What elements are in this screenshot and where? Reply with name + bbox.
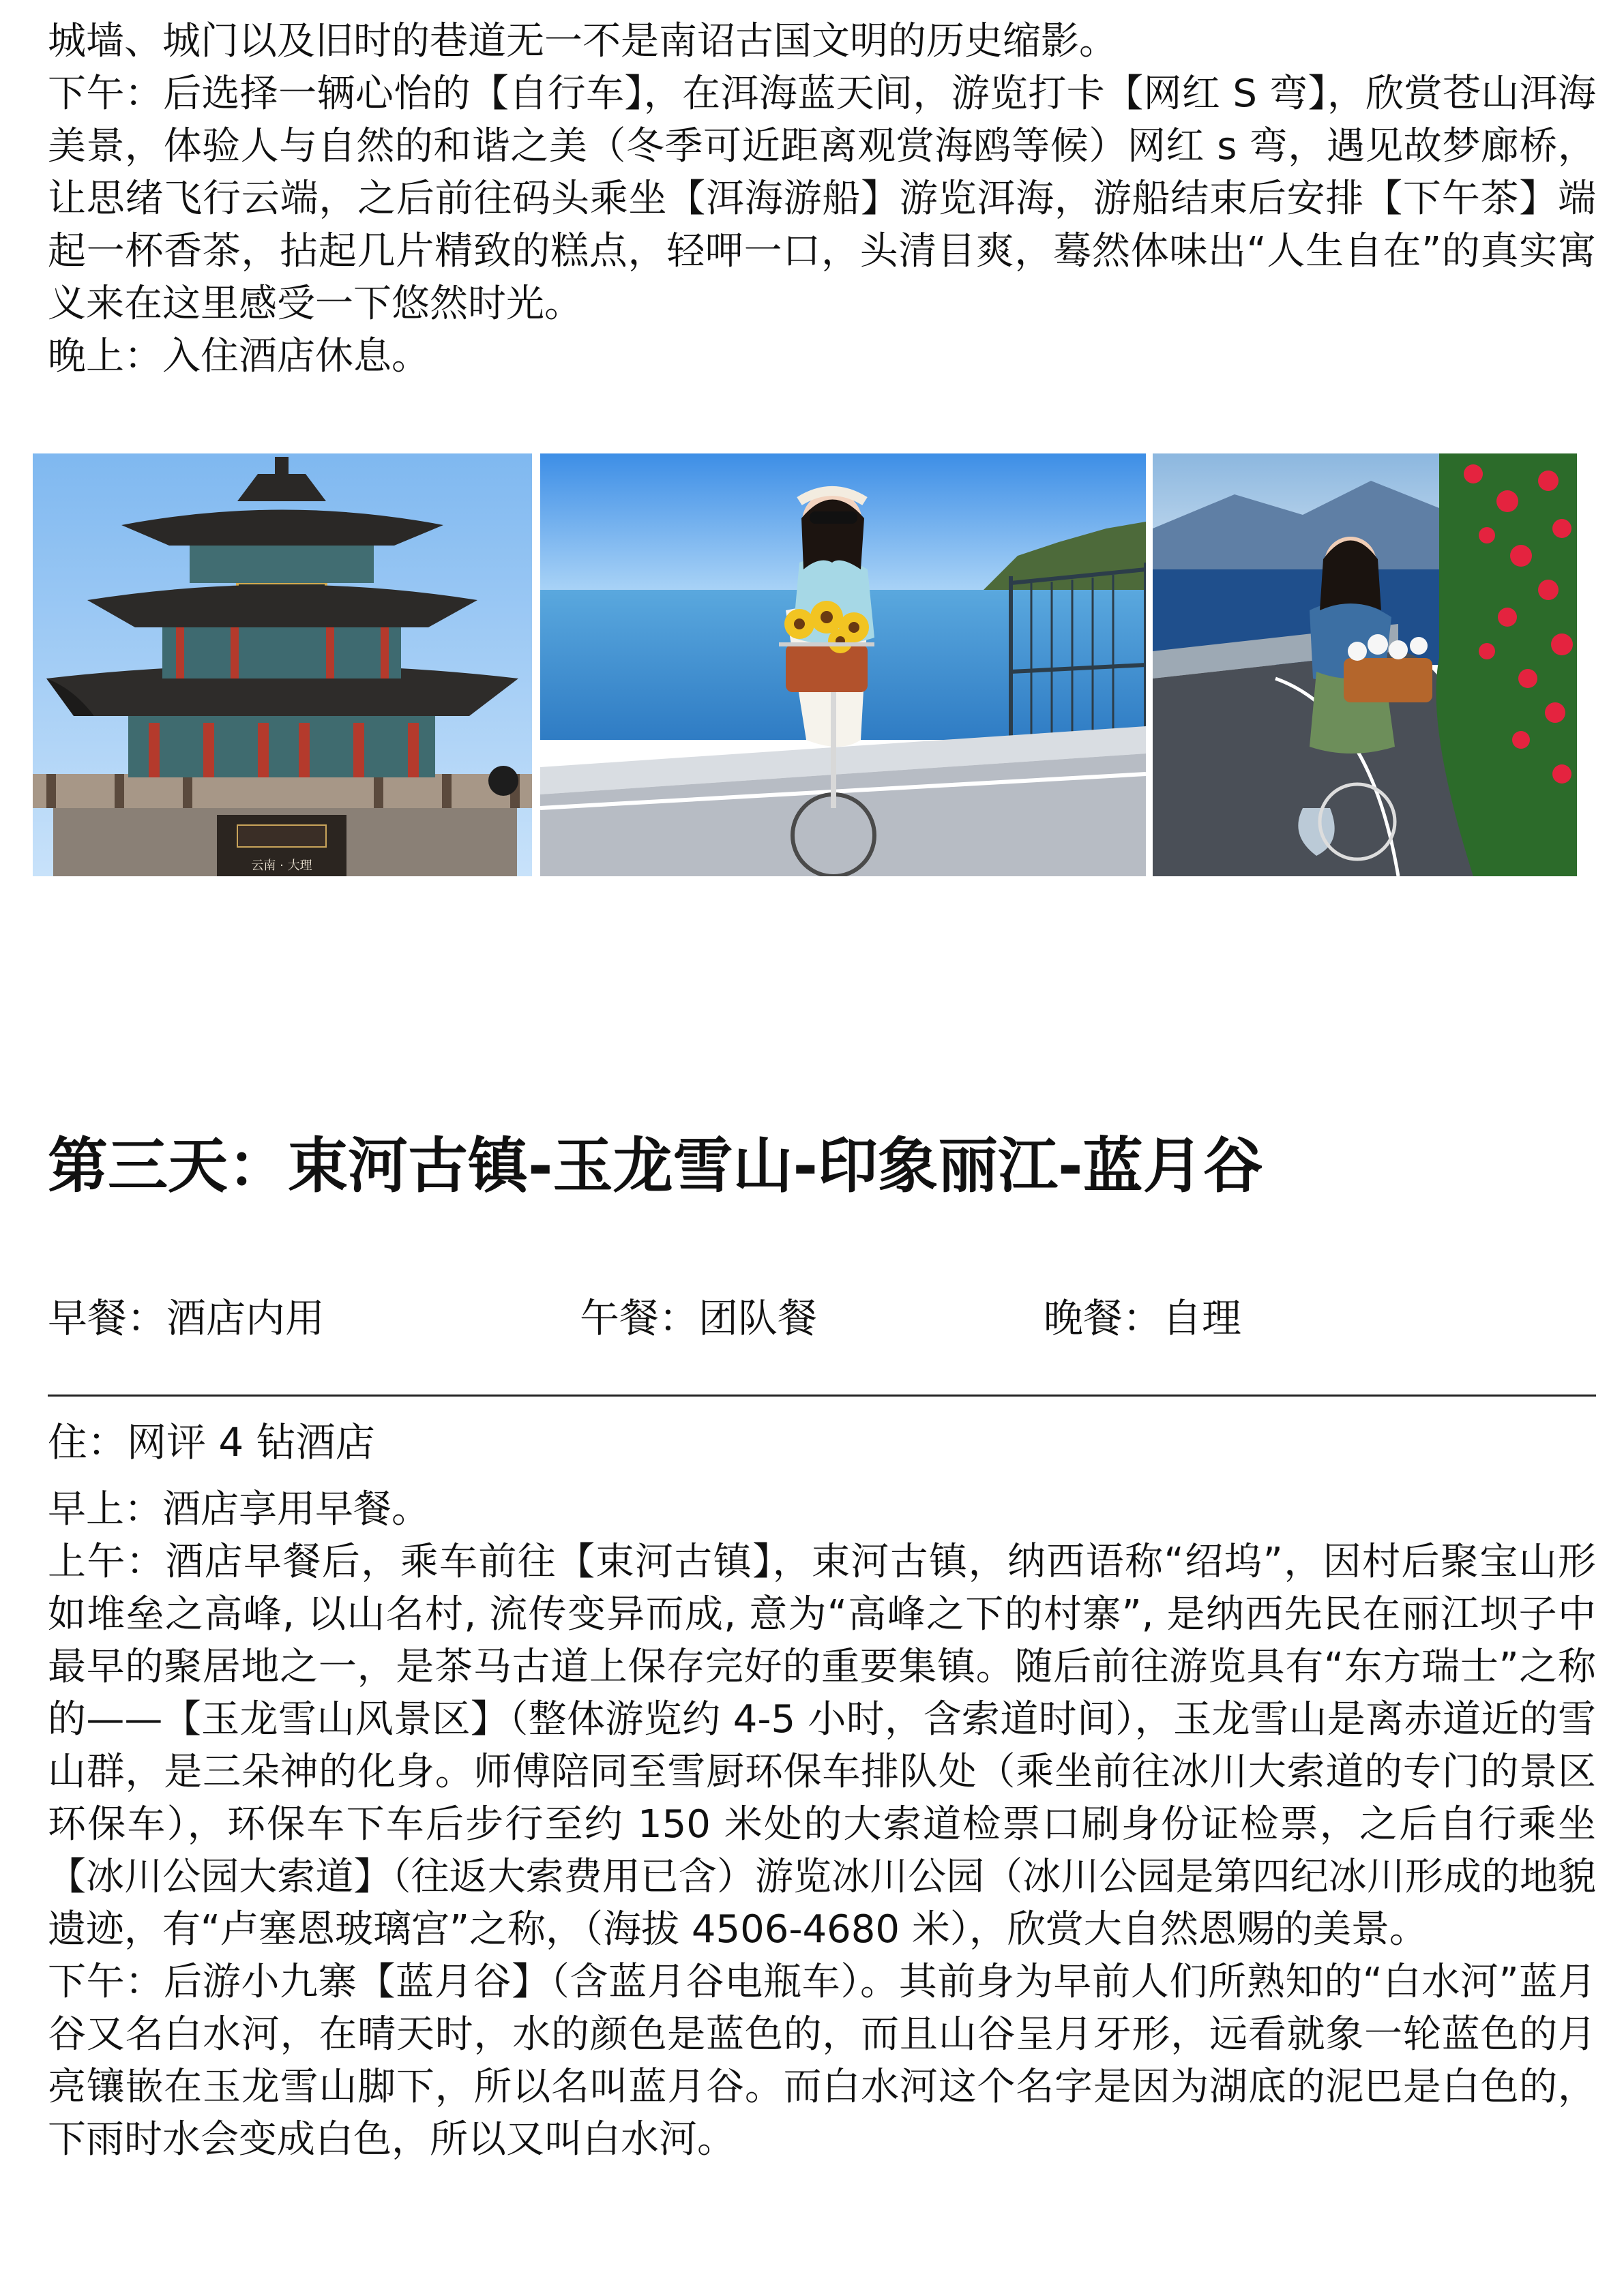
paragraph-afternoon: 下午：后选择一辆心怡的【自行车】，在洱海蓝天间，游览打卡【网红 S 弯】，欣赏苍山洱海美景，体验人与自然的和谐之美（冬季可近距离观赏海鸥等候）网红 s 弯，遇见故梦廊桥，让思绪飞行云端，之后前往码头乘坐【洱海游船】游览洱海，游船结束后安排【下午茶】端起一杯香茶，拈起几片精致的糕点，轻呷一口，头清目爽，蓦然体味出“人生自在”的真实寓义来在这里感受一下悠然时光。 — [48, 72, 1596, 326]
dali-gate-tower-photo — [33, 453, 532, 876]
hotel-info: 住：网评 4 钻酒店 — [48, 1419, 375, 1465]
meal-dinner: 晚餐：自理 — [1044, 1295, 1242, 1341]
day3-itinerary-text — [48, 1483, 1596, 2166]
paragraph-forenoon: 上午：酒店早餐后，乘车前往【束河古镇】，束河古镇，纳西语称“绍坞”，因村后聚宝山形如堆垒之高峰, 以山名村, 流传变异而成, 意为“高峰之下的村寨”, 是纳西先民在丽江坝子中最早的聚居地之一，是茶马古道上保存完好的重要集镇。随后前往游览具有“东方瑞士”之称的——【玉龙雪山风景区】（整体游览约 4-5 小时，含索道时间），玉龙雪山是离赤道近的雪山群，是三朵神的化身。师傅陪同至雪厨环保车排队处（乘坐前往冰川大索道的专门的景区环保车），环保车下车后步行至约 150 米处的大索道检票口刷身份证检票，之后自行乘坐【冰川公园大索道】（往返大索费用已含）游览冰川公园（冰川公园是第四纪冰川形成的地貌遗迹，有“卢塞恩玻璃宫”之称，（海拔 4506-4680 米），欣赏大自然恩赐的美景。 — [48, 1540, 1596, 1952]
cycling-by-lake-photo — [540, 453, 1146, 876]
gate-plaque-text: 云南 · 大理 — [251, 859, 312, 873]
paragraph-morning: 早上：酒店享用早餐。 — [48, 1487, 430, 1532]
meals-row — [48, 1291, 1596, 1345]
day2-afternoon-text — [48, 15, 1596, 383]
cycling-s-bend-photo — [1153, 453, 1577, 876]
meal-lunch: 午餐：团队餐 — [580, 1295, 818, 1341]
section-divider — [48, 1395, 1596, 1397]
paragraph-evening: 晚上：入住酒店休息。 — [48, 334, 430, 378]
day3-title: 第三天：束河古镇-玉龙雪山-印象丽江-蓝月谷 — [48, 1131, 1263, 1201]
paragraph-old-city: 城墙、城门以及旧时的巷道无一不是南诏古国文明的历史缩影。 — [48, 19, 1117, 63]
meal-breakfast: 早餐：酒店内用 — [48, 1295, 325, 1341]
paragraph-afternoon-day3: 下午：后游小九寨【蓝月谷】（含蓝月谷电瓶车）。其前身为早前人们所熟知的“白水河”蓝月谷又名白水河，在晴天时，水的颜色是蓝色的，而且山谷呈月牙形，远看就象一轮蓝色的月亮镶嵌在玉龙雪山脚下，所以名叫蓝月谷。而白水河这个名字是因为湖底的泥巴是白色的，下雨时水会变成白色，所以又叫白水河。 — [48, 1960, 1596, 2162]
